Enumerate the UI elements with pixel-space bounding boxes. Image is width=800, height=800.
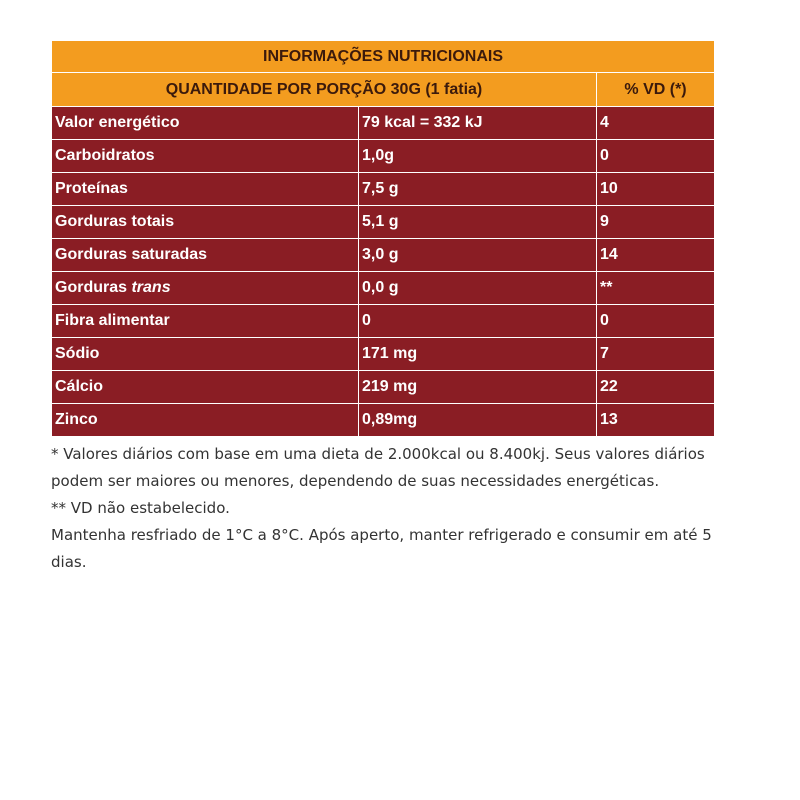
nutrient-vd: 14 (597, 239, 715, 272)
nutrient-amount: 0,0 g (359, 272, 597, 305)
nutrient-amount: 171 mg (359, 338, 597, 371)
nutrition-table (51, 40, 715, 437)
table-title: INFORMAÇÕES NUTRICIONAIS (52, 41, 715, 73)
nutrient-name: Gorduras totais (52, 206, 359, 239)
table-row (52, 107, 715, 140)
nutrient-name: Fibra alimentar (52, 305, 359, 338)
nutrient-name: Gorduras saturadas (52, 239, 359, 272)
nutrition-panel (51, 40, 714, 576)
vd-header: % VD (*) (597, 73, 715, 107)
nutrient-name: Sódio (52, 338, 359, 371)
nutrient-name: Valor energético (52, 107, 359, 140)
nutrient-vd: 9 (597, 206, 715, 239)
nutrient-name: Proteínas (52, 173, 359, 206)
nutrient-vd: 0 (597, 305, 715, 338)
nutrient-vd: 4 (597, 107, 715, 140)
nutrient-vd: 7 (597, 338, 715, 371)
nutrient-name-text: Gorduras (55, 279, 128, 296)
table-row (52, 371, 715, 404)
table-row (52, 140, 715, 173)
nutrient-amount: 79 kcal = 332 kJ (359, 107, 597, 140)
table-row (52, 404, 715, 437)
nutrient-vd: 22 (597, 371, 715, 404)
table-row (52, 338, 715, 371)
table-row (52, 173, 715, 206)
nutrient-amount: 219 mg (359, 371, 597, 404)
nutrient-name: Cálcio (52, 371, 359, 404)
footnote-vd-not-established: ** VD não estabelecido. (51, 499, 230, 517)
footnotes (51, 441, 721, 576)
footnote-daily-values: * Valores diários com base em uma dieta de 2.000kcal ou 8.400kj. Seus valores diários podem ser maiores ou menores, dependendo de suas necessidades energéticas. (51, 445, 705, 490)
portion-header: QUANTIDADE POR PORÇÃO 30G (1 fatia) (52, 73, 597, 107)
nutrient-amount: 0,89mg (359, 404, 597, 437)
nutrient-vd: 13 (597, 404, 715, 437)
nutrient-amount: 0 (359, 305, 597, 338)
nutrient-amount: 3,0 g (359, 239, 597, 272)
table-row (52, 272, 715, 305)
nutrient-name (52, 272, 359, 305)
nutrient-amount: 5,1 g (359, 206, 597, 239)
nutrient-name: Zinco (52, 404, 359, 437)
table-row (52, 206, 715, 239)
nutrient-vd: ** (597, 272, 715, 305)
nutrient-vd: 10 (597, 173, 715, 206)
nutrient-amount: 1,0g (359, 140, 597, 173)
nutrient-vd: 0 (597, 140, 715, 173)
footnote-storage: Mantenha resfriado de 1°C a 8°C. Após aperto, manter refrigerado e consumir em até 5 dias. (51, 526, 712, 571)
nutrient-name-italic: trans (131, 279, 171, 296)
table-row (52, 305, 715, 338)
nutrient-name: Carboidratos (52, 140, 359, 173)
nutrient-amount: 7,5 g (359, 173, 597, 206)
table-row (52, 239, 715, 272)
